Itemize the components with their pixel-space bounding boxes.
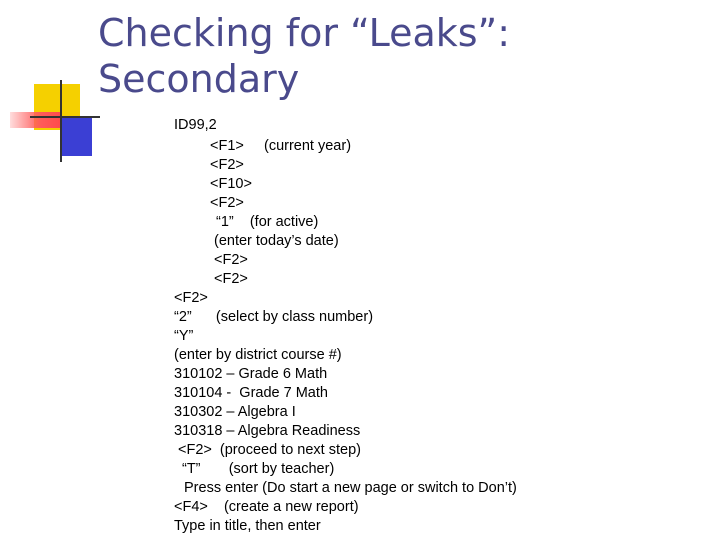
instruction-line: <F1> (current year) [210,138,352,154]
instruction-line: “T” (sort by teacher) [182,461,335,477]
instruction-line: ID99,2 [174,117,217,133]
instruction-line: “2” (select by class number) [174,309,374,325]
instruction-line: (enter by district course #) [174,347,342,363]
instruction-line: Type in title, then enter [174,518,321,534]
instruction-line: <F4> (create a new report) [174,499,359,515]
red-bar-decoration [10,112,62,128]
title-line-2: Secondary [98,57,300,101]
instruction-line: <F2> [174,290,208,306]
vertical-line-decoration [60,80,62,162]
instruction-line: <F2> (proceed to next step) [178,442,361,458]
instruction-line: 310318 – Algebra Readiness [174,423,361,439]
title-line-1: Checking for “Leaks”: [98,11,511,55]
blue-square-decoration [62,116,92,156]
instruction-line: <F2> [210,157,244,173]
instruction-line: 310104 - Grade 7 Math [174,385,328,401]
instruction-line: <F10> [210,176,252,192]
instruction-line: <F2> [214,252,248,268]
horizontal-line-decoration [30,116,100,118]
instruction-line: <F2> [210,195,244,211]
instruction-line: “1” (for active) [216,214,319,230]
slide-title [98,10,510,102]
instruction-line: (enter today’s date) [214,233,339,249]
instruction-line: “Y” [174,328,194,344]
instruction-line: 310302 – Algebra I [174,404,296,420]
instruction-line: Press enter (Do start a new page or switch to Don’t) [184,480,517,496]
instruction-line: <F2> [214,271,248,287]
instruction-line: 310102 – Grade 6 Math [174,366,328,382]
